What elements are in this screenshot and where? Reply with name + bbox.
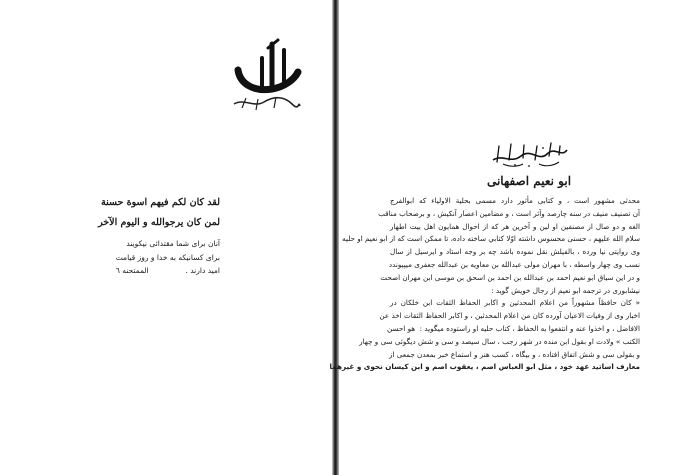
body-line: « کان حافظاً مشهوراً من اعلام المحدثین و اکابر الحفاظ الثقات ابن خلکان در	[390, 298, 640, 308]
body-line: اخبار وی از وفیات الاعیان آورده کان من اعلام المحدثین ، و اکابر الحفاظ الثقات اخذ عن	[379, 311, 640, 321]
body-line: معارف اساتید عهد خود ، مثل ابو العباس اصم ، یعقوب اصم و ابن کیسان نحوی و غیرهما	[329, 362, 640, 372]
body-line: و بقولی سی و شش اتفاق افتاده ، و بیگاه ، کسب هنر و استماع خبر بمعدن جمعی از	[388, 349, 640, 359]
quran-epigraph	[100, 193, 220, 233]
body-line: نسب وی چهار واسطه ، با مهران مولی عبدالله بن معاویه بن عبدالله جعفری میپیوندد	[388, 259, 640, 269]
basmala-calligraphy-icon	[489, 140, 569, 168]
book-gutter	[332, 0, 339, 475]
epigraph-line: لمن كان يرجوالله و اليوم الآخر	[98, 217, 220, 228]
body-line: وی روایتی نیا ورده ، بالفیلش نقل نموده باشد چه بر وجه استاد و ایرسیل از سال	[390, 247, 640, 257]
epigraph-line: لقد كان لكم فيهم اسوة حسنة	[101, 197, 220, 208]
epigraph-translation	[108, 237, 220, 278]
body-line: الغه و دو صال از مصنفین او لین و آخرین هر که از احوال همایون اهل بیت اطهار	[390, 221, 640, 231]
body-line: الافاضل ، و اخذوا عنه و انتفعوا به الحفاظ ، کتاب حلیه او راستوده میگوید : ‌ هو احسن	[386, 323, 640, 333]
translation-line	[108, 264, 220, 278]
author-heading: ابو نعیم اصفهانی	[486, 174, 572, 188]
body-line: سلام الله علیهم ، حسنی محسوس داشته اوّلا كتابي ساخته داده، تا ممکن است كه از ابو نعیم او حلیه	[342, 234, 640, 244]
verse-source: الممتحنه ٦	[115, 266, 149, 275]
body-line: نیشابوری در ترجمه ابو نعیم از رجال خویش گوید :	[491, 285, 640, 295]
body-line: الکتب » ولادت او بقول ابن منده در شهر رجب ، سال سیصد و سی و شش دیگوئی سی و چهار	[359, 336, 640, 346]
publisher-logo-icon	[232, 36, 302, 116]
body-line: آن تصنیف منیف در سنه چارصد وآثر است ، و مضامین اعصار آنکیش ، و برصحاب مناقب	[378, 208, 640, 218]
body-line: و در این سیاق ابو نعیم احمد بن عبدالله بن احمد بن اسحق بن موسی ابن مهران اصحت	[380, 272, 640, 282]
translation-line: برای کسانیکه به خدا و روز قیامت	[115, 252, 220, 262]
translation-line-end: امید دارند .	[185, 266, 220, 275]
body-text	[329, 195, 640, 374]
translation-line: آنان برای شما مقتدائی نیکویند	[126, 239, 220, 248]
body-line: محدثی مشهور است ، و کتابی مأثور دارد مسمی بحلیة الاولیاء که ابوالفرج	[390, 196, 640, 205]
left-page	[0, 0, 332, 475]
